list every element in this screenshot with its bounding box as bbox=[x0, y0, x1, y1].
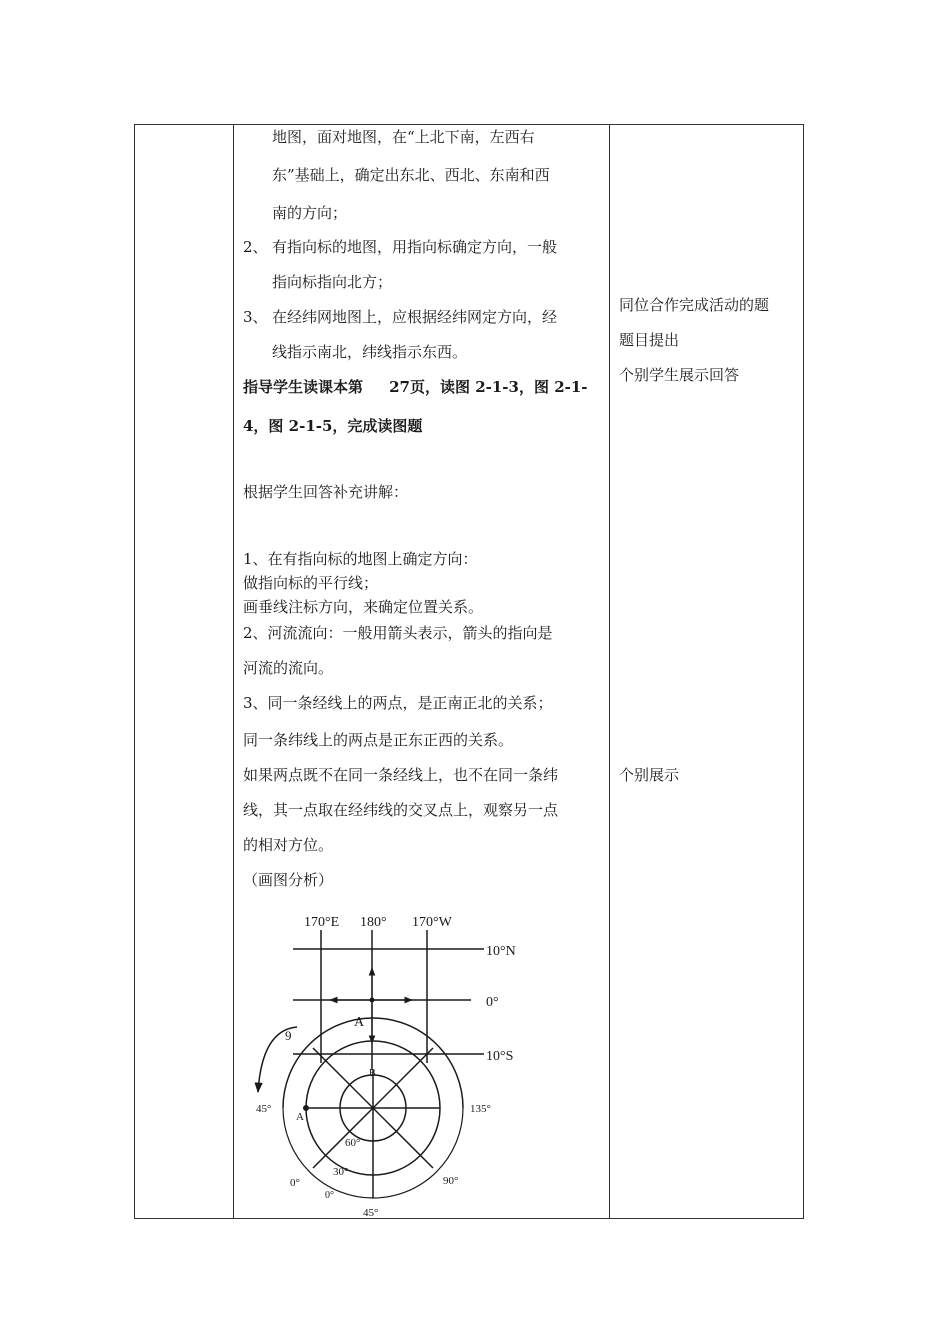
list-number: 3、 bbox=[243, 308, 268, 326]
point-a-marker bbox=[370, 998, 375, 1003]
degree-label: 90° bbox=[443, 1175, 459, 1187]
lon-label: 170°E bbox=[304, 915, 340, 930]
activity-note: 个别学生展示回答 bbox=[619, 366, 740, 384]
paragraph-line: 3、同一条经线上的两点，是正南正北的关系； bbox=[243, 694, 553, 712]
lon-label: 170°W bbox=[412, 915, 452, 930]
paragraph-line: 如果两点既不在同一条经线上，也不在同一条纬 bbox=[243, 766, 559, 784]
paragraph-line: 2、河流流向：一般用箭头表示，箭头的指向是 bbox=[243, 624, 553, 642]
polar-point-a-label: A bbox=[296, 1111, 304, 1123]
curve-label: 9 bbox=[285, 1028, 292, 1043]
point-a-label: A bbox=[354, 1015, 365, 1030]
lat-label: 10°N bbox=[486, 944, 516, 959]
degree-label: 135° bbox=[470, 1103, 491, 1115]
paragraph-line: （画图分析） bbox=[243, 871, 334, 889]
paragraph-line: 南的方向； bbox=[272, 204, 348, 222]
paragraph-line: 做指向标的平行线； bbox=[243, 574, 379, 592]
lat-label: 10°S bbox=[486, 1049, 514, 1064]
lat-label: 0° bbox=[486, 995, 499, 1010]
guide-instruction: 指导学生读课本第 27页，读图 2-1-3，图 2-1- bbox=[243, 378, 588, 396]
activity-note: 同位合作完成活动的题 bbox=[619, 296, 770, 314]
paragraph-line: 画垂线注标方向，来确定位置关系。 bbox=[243, 598, 484, 616]
guide-instruction: 4，图 2-1-5，完成读图题 bbox=[243, 417, 423, 435]
degree-label: 0° bbox=[325, 1190, 334, 1201]
paragraph-line: 指向标指向北方； bbox=[272, 273, 393, 291]
degree-label: 30° bbox=[333, 1166, 349, 1178]
point-b-label: B bbox=[369, 1068, 376, 1079]
activity-note: 题目提出 bbox=[619, 331, 680, 349]
paragraph-line: 1、在有指向标的地图上确定方向： bbox=[243, 550, 478, 568]
paragraph-line: 线，其一点取在经纬线的交叉点上，观察另一点 bbox=[243, 801, 559, 819]
paragraph-line: 东”基础上，确定出东北、西北、东南和西 bbox=[272, 166, 550, 184]
paragraph-line: 地图，面对地图，在“上北下南，左西右 bbox=[272, 128, 535, 146]
degree-label: 45° bbox=[256, 1103, 272, 1115]
list-number: 2、 bbox=[243, 238, 268, 256]
paragraph-line: 同一条纬线上的两点是正东正西的关系。 bbox=[243, 731, 514, 749]
activity-note: 个别展示 bbox=[619, 766, 680, 784]
paragraph-line: 根据学生回答补充讲解： bbox=[243, 483, 409, 501]
paragraph-line: 的相对方位。 bbox=[243, 836, 334, 854]
paragraph-line: 河流的流向。 bbox=[243, 659, 334, 677]
paragraph-line: 线指示南北，纬线指示东西。 bbox=[272, 343, 468, 361]
paragraph-line: 在经纬网地图上，应根据经纬网定方向，经 bbox=[272, 308, 558, 326]
degree-label: 60° bbox=[345, 1137, 361, 1149]
lon-label: 180° bbox=[360, 915, 387, 930]
degree-label: 45° bbox=[363, 1207, 379, 1219]
paragraph-line: 有指向标的地图，用指向标确定方向，一般 bbox=[272, 238, 558, 256]
degree-label: 0° bbox=[290, 1177, 300, 1189]
